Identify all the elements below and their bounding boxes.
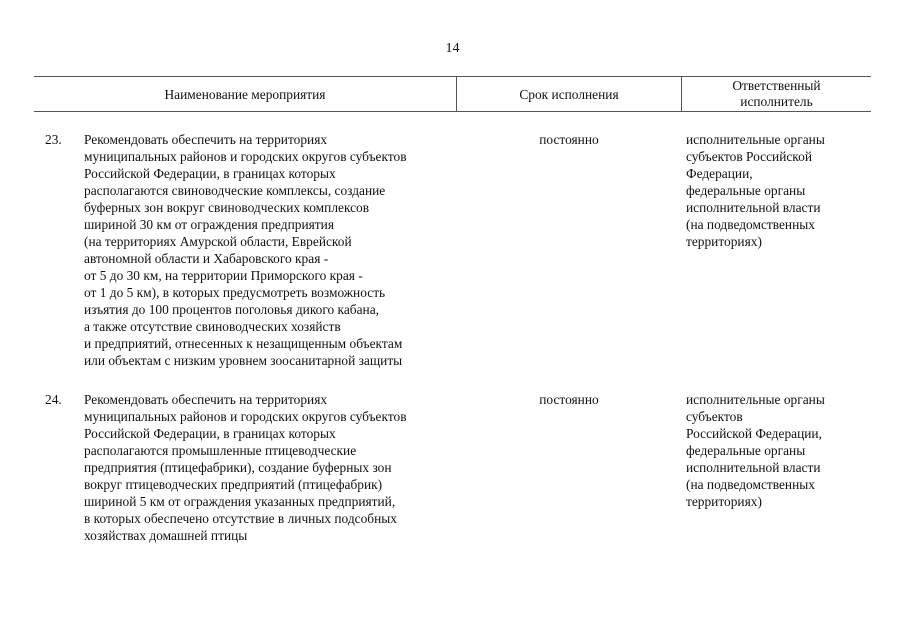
row-term: постоянно — [539, 392, 599, 407]
row-responsible: исполнительные органы субъектов Российской Федерации, федеральные органы исполнительной власти (на подведомственных территориях) — [686, 132, 825, 249]
row-term: постоянно — [539, 132, 599, 147]
header-responsible — [682, 77, 871, 111]
header-term: Срок исполнения — [457, 77, 682, 111]
row-name: Рекомендовать обеспечить на территориях муниципальных районов и городских округов субъектов Российской Федерации, в границах которых располагаются промышленные птицеводческие предприятия (птицефабрики), создание буферных зон вокруг птицеводческих предприятий (птицефабрик) шириной 5 км от ограждения указанных предприятий, в которых обеспечено отсутствие в личных подсобных хозяйствах домашней птицы — [84, 392, 407, 543]
header-responsible-text: Ответственный исполнитель — [732, 78, 821, 109]
row-number: 23. — [45, 132, 62, 147]
table-header — [34, 76, 871, 112]
row-responsible: исполнительные органы субъектов Российской Федерации, федеральные органы исполнительной власти (на подведомственных территориях) — [686, 392, 825, 509]
row-name: Рекомендовать обеспечить на территориях муниципальных районов и городских округов субъектов Российской Федерации, в границах которых располагаются свиноводческие комплексы, создание буферных зон вокруг свиноводческих комплексов шириной 30 км от ограждения предприятия (на территориях Амурской области, Еврейской автономной области и Хабаровского края - от 5 до 30 км, на территории Приморского края - от 1 до 5 км), в которых предусмотреть возможность изъятия до 100 процентов поголовья дикого кабана, а также отсутствие свиноводческих хозяйств и предприятий, отнесенных к незащищенным объектам или объектам с низким уровнем зоосанитарной защиты — [84, 132, 407, 368]
page-number: 14 — [445, 41, 460, 56]
row-number: 24. — [45, 392, 62, 407]
header-name: Наименование мероприятия — [34, 77, 457, 111]
